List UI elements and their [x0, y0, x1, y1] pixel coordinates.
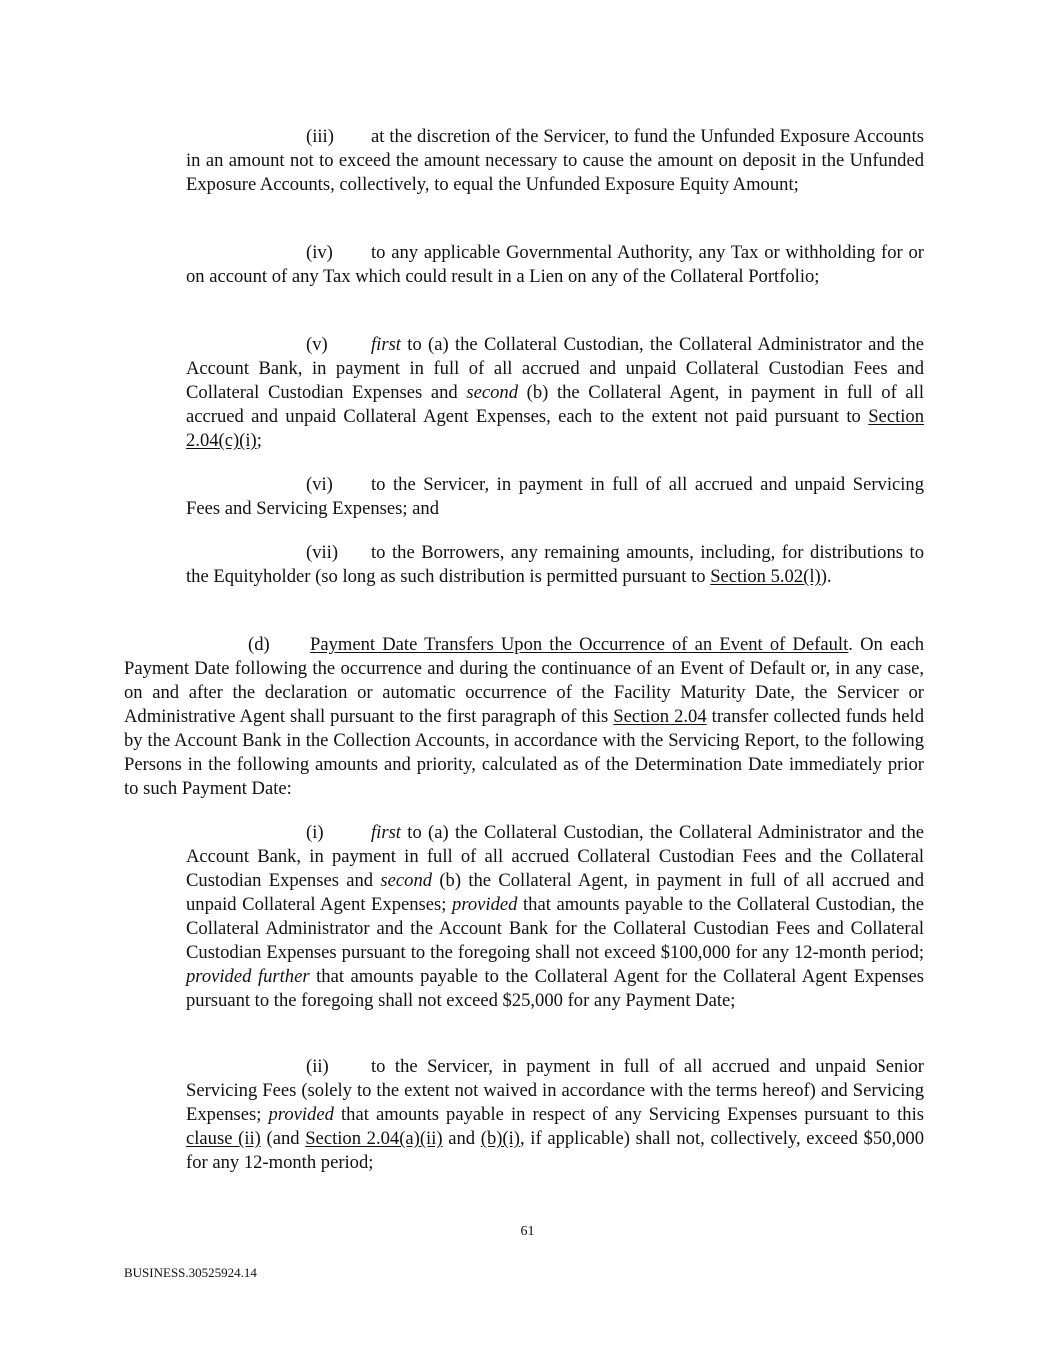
clause-c-v [186, 333, 924, 453]
section-text: . On each Payment Date following the occurrence and during the continuance of an Event of Default or, in any case, on and after the declaration or automatic occurrence of the Facility Maturity Date, the Servicer or Administrative Agent shall pursuant to the first paragraph of this [124, 634, 924, 727]
section-number: (d) [248, 634, 270, 655]
clause-number: (i) [306, 822, 324, 843]
clause-text: to any applicable Governmental Authority, any Tax or withholding for or on account of any Tax which could result in a Lien on any of the Collateral Portfolio; [186, 242, 924, 287]
clause-text: at the discretion of the Servicer, to fund the Unfunded Exposure Accounts in an amount not to exceed the amount necessary to cause the amount on deposit in the Unfunded Exposure Accounts, collectively, to equal the Unfunded Exposure Equity Amount; [186, 126, 924, 195]
clause-d-ii [186, 1055, 924, 1175]
cross-reference-link[interactable]: (b)(i) [480, 1128, 520, 1149]
clause-text: that amounts payable to the Collateral Custodian, the Collateral Administrator and the Account Bank for the Collateral Custodian Fees and Collateral Custodian Expenses pursuant to the foregoing shall not exceed $100,000 for any 12-month period; [186, 894, 924, 963]
cross-reference-link[interactable]: Section 5.02(l) [710, 566, 821, 587]
clause-number: (v) [306, 334, 328, 355]
emphasis-provided: provided [268, 1104, 334, 1125]
clause-text: to the Borrowers, any remaining amounts, including, for distributions to the Equityholder (so long as such distribution is permitted pursuant to [186, 542, 924, 587]
clause-c-vii [186, 541, 924, 589]
cross-reference-link[interactable]: clause (ii) [186, 1128, 261, 1149]
cross-reference-link[interactable]: Section 2.04(a)(ii) [305, 1128, 443, 1149]
clause-c-iii [186, 125, 924, 197]
cross-reference-link[interactable]: Section 2.04(c)(i) [186, 406, 924, 451]
clause-d-i [186, 821, 924, 1013]
clause-text: , if applicable) shall not, collectively, exceed $50,000 for any 12-month period; [186, 1128, 924, 1173]
clause-text: (b) the Collateral Agent, in payment in full of all accrued and unpaid Collateral Agent Expenses, each to the extent not paid pursuant to [186, 382, 924, 427]
section-heading: Payment Date Transfers Upon the Occurrence of an Event of Default [310, 634, 849, 655]
clause-text: to the Servicer, in payment in full of all accrued and unpaid Senior Servicing Fees (solely to the extent not waived in accordance with the terms hereof) and Servicing Expenses; [186, 1056, 924, 1125]
section-text: transfer collected funds held by the Account Bank in the Collection Accounts, in accordance with the Servicing Report, to the following Persons in the following amounts and priority, calculated as of the Determination Date immediately prior to such Payment Date: [124, 706, 924, 799]
clause-text: to (a) the Collateral Custodian, the Collateral Administrator and the Account Bank, in payment in full of all accrued Collateral Custodian Fees and the Collateral Custodian Expenses and [186, 822, 924, 891]
cross-reference-link[interactable]: Section 2.04 [613, 706, 707, 727]
clause-text: that amounts payable to the Collateral Agent for the Collateral Agent Expenses pursuant to the foregoing shall not exceed $25,000 for any Payment Date; [186, 966, 924, 1011]
clause-c-iv [186, 241, 924, 289]
clause-text: to the Servicer, in payment in full of all accrued and unpaid Servicing Fees and Servicing Expenses; and [186, 474, 924, 519]
clause-text: that amounts payable in respect of any Servicing Expenses pursuant to this [333, 1104, 924, 1125]
document-id: BUSINESS.30525924.14 [124, 1265, 257, 1280]
clause-c-vi [186, 473, 924, 521]
emphasis-first: first [371, 822, 401, 843]
clause-text: to (a) the Collateral Custodian, the Collateral Administrator and the Account Bank, in payment in full of all accrued and unpaid Collateral Custodian Fees and Collateral Custodian Expenses and [186, 334, 924, 403]
emphasis-second: second [466, 382, 518, 403]
clause-number: (vii) [306, 542, 339, 563]
clause-number: (ii) [306, 1056, 329, 1077]
clause-number: (iv) [306, 242, 333, 263]
page-number: 61 [520, 1224, 535, 1239]
emphasis-second: second [380, 870, 433, 891]
emphasis-provided: provided [452, 894, 518, 915]
emphasis-provided-further: provided further [186, 966, 310, 987]
section-d [124, 633, 924, 801]
clause-number: (iii) [306, 126, 334, 147]
clause-text: (b) the Collateral Agent, in payment in full of all accrued and unpaid Collateral Agent Expenses; [186, 870, 924, 915]
clause-text: ; [256, 430, 262, 451]
clause-text: and [442, 1128, 481, 1149]
clause-number: (vi) [306, 474, 333, 495]
clause-text: ). [820, 566, 832, 587]
emphasis-first: first [371, 334, 401, 355]
clause-text: (and [260, 1128, 306, 1149]
